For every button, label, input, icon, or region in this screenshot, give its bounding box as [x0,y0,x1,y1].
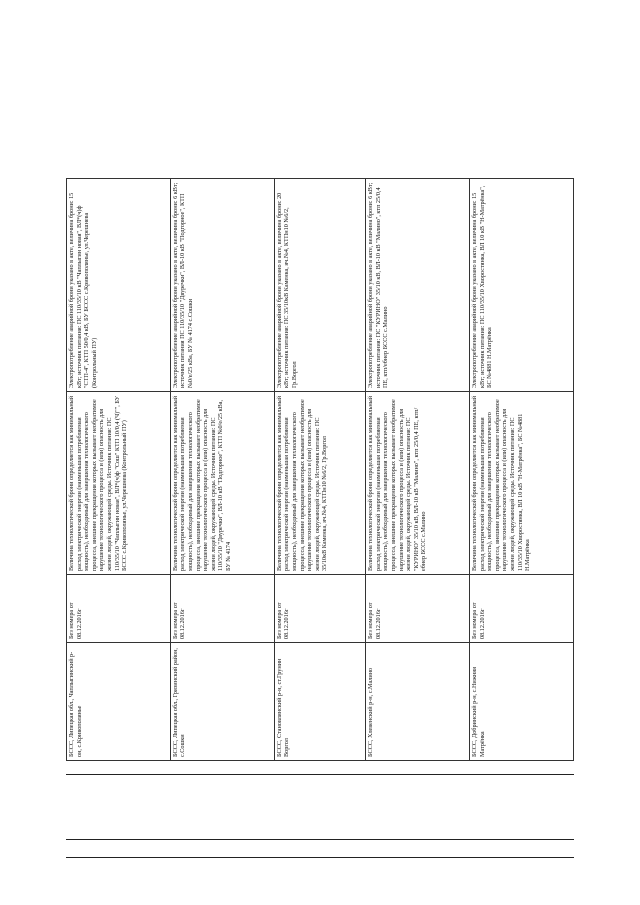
table-row [366,179,470,761]
cell-duration: Без номера от 08.12.2016г [470,575,574,643]
rotated-table-container [66,179,574,761]
cell-duration: Без номера от 08.12.2016г [67,575,171,643]
cell-location: БССС, Хлевенский р-н, с.Малино [366,643,470,761]
cell-duration: Без номера от 08.12.2016г [366,575,470,643]
cell-location: БССС, Становлянский р-н, ст.Грунин Воргол [274,643,366,761]
cell-power: Электропотребление аварийной брони указано в акте, величина брони: 15 кВт; источник питания: ПС 110/35/10 Хворостянка, ВЛ 10 кВ "Н-Матрёнка", БС №4881 Н.Матрёнка [470,179,574,392]
table-row [274,179,366,761]
table-row [470,179,574,761]
cell-power: Электропотребление аварийной брони указано в акте, величина брони: 6 кВт; источник питания ПС 110/35/10 "Двуречки", ВЛ-10 кВ "Подгорное", КТП №0/е/25 кВа, БУ № 4174 с.Сошки [170,179,274,392]
top-rule [66,774,574,775]
cell-power: Электропотребление аварийной брони указано в акте, величина брони: 6 кВт; источник питания: ПС "КУРИНО" 35/10 кВ, ВЛ-10 кВ "Малино", ктп 25/0,4 ПЕ, ктп/ебнер БССС с.Малино [366,179,470,392]
cell-power: Электропотребление аварийной брони указано в акте, величина брони: 15 кВт; источник питания: ПС 110/35/10 кВ "Чаплыгин новая", ВЛ*(ч)ф "СТП-4", КТП 50/0,4 кВ, БУ БССС с.Кривополянье, ул.Черешнева (Контрольный ПУ) [67,179,171,392]
cell-description: Величина технологической брони определяется как минимальный расход электрической энергии (наименьшая потребляемая мощность), необходимый для завершения технологического процесса, внешние прекращения которых вызывает необратимое нарушение технологического процесса и (или) опасность для жизни людей, окружающей среды. Источник питания: ПС 110/35/10 "Двуречки", ВЛ-10 кВ "Подгорное", КТП №0/е/25 кВа, БУ № 4174 [170,392,274,575]
cell-description: Величина технологической брони определяется как минимальный расход электрической энергии (наименьшая потребляемая мощность), необходимый для завершения технологического процесса, внешние прекращения которых вызывает необратимое нарушение технологического процесса и (или) опасность для жизни людей, окружающей среды. Источник питания: ПС "КУРИНО" 35/10 кВ, ВЛ-10 кВ "Малино", ктп 25/0,4 ПЕ, ктп/ебнер БССС с.Малино [366,392,470,575]
cell-duration: Без номера от 08.12.2016г [274,575,366,643]
table-row [170,179,274,761]
bottom-rule [66,857,574,858]
rotated-page [66,179,574,761]
table-row [67,179,171,761]
cell-description: Величина технологической брони определяется как минимальный расход электрической энергии (наименьшая потребляемая мощность), необходимый для завершения технологического процесса, внешние прекращения которых вызывает необратимое нарушение технологического процесса и (или) опасность для жизни людей, окружающей среды. Источник питания: ПС 110/35/10 Хворостянка, ВЛ 10 кВ "Н-Матрёнка", БС №4881 Н.Матрёнка [470,392,574,575]
cell-location: БССС, Липецкая обл., Грязинский район, с.Сошки [170,643,274,761]
cell-duration: Без номера от 08.12.2016г [170,575,274,643]
reserve-table [66,178,574,761]
cell-description: Величина технологической брони определяется как минимальный расход электрической энергии (наименьшая потребляемая мощность), необходимый для завершения технологического процесса, внешние прекращения которых вызывает необратимое нарушение технологического процесса и (или) опасность для жизни людей, окружающей среды. Источник питания: ПС 110/35/10 "Чаплыгин новая", ВЛ*(ч)ф "Сош" КТП 10/0,4 (Ч)"", БУ БССС с.Кривополянье, ул.Черешнева (Контрольный ПУ) [67,392,171,575]
cell-description: Величина технологической брони определяется как минимальный расход электрической энергии (наименьшая потребляемая мощность), необходимый для завершения технологического процесса, внешние прекращения которых вызывает необратимое нарушение технологического процесса и (или) опасность для жизни людей, окружающей среды. Источник питания: ПС 35/10кВ Каменка, яч.№4, КТПн10 №6/2, Гр.Воргол [274,392,366,575]
middle-rule [66,839,574,840]
cell-power: Электропотребление аварийной брони указано в акте, величина брони: 20 кВт; источник питания: ПС 35/10кВ Каменка, яч.№4, КТПн10 №6/2, Гр.Воргол [274,179,366,392]
cell-location: БССС, Липецкая обл., Чаплыгинский р-он, с.Кривополянье [67,643,171,761]
cell-location: БССС, Добринский р-н, с.Нижняя Матрёнка [470,643,574,761]
